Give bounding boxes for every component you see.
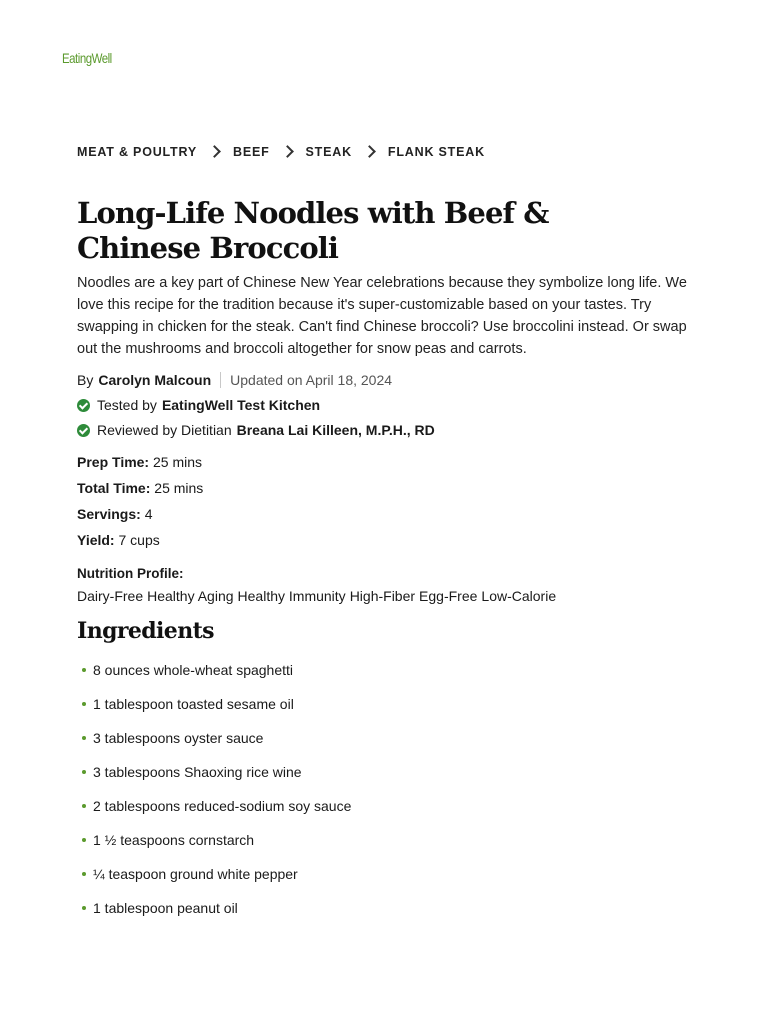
ingredient-item	[77, 830, 351, 864]
check-circle-icon	[77, 399, 90, 412]
bullet-icon	[82, 838, 86, 842]
nutrition-profile-list	[77, 588, 556, 604]
bullet-icon	[82, 668, 86, 672]
tested-by-label: Tested by	[97, 397, 157, 413]
prep-time	[77, 454, 202, 470]
page-title: Long-Life Noodles with Beef & Chinese Broccoli	[77, 196, 549, 265]
yield-value: 7 cups	[118, 532, 160, 548]
ingredient-text: 3 tablespoons oyster sauce	[93, 730, 264, 746]
ingredient-item	[77, 796, 351, 830]
bullet-icon	[82, 702, 86, 706]
ingredients-heading: Ingredients	[77, 618, 214, 644]
check-circle-icon	[77, 424, 90, 437]
nutrition-tag[interactable]: Healthy Immunity	[237, 588, 346, 604]
nutrition-tag[interactable]: Low-Calorie	[481, 588, 557, 604]
bullet-icon	[82, 770, 86, 774]
tested-by-link[interactable]: EatingWell Test Kitchen	[161, 397, 321, 413]
updated-date: Updated on April 18, 2024	[230, 372, 393, 388]
chevron-right-icon	[276, 144, 300, 160]
recipe-description: Noodles are a key part of Chinese New Year celebrations because they symbolize long life. We love this recipe for the tradition because it's super-customizable based on your tastes. Try swapping in chicken for the steak. Can't find Chinese broccoli? Use broccolini instead. Or swap out the mushrooms and broccoli altogether for snow peas and carrots.	[77, 275, 687, 357]
servings-value: 4	[144, 506, 153, 522]
bullet-icon	[82, 906, 86, 910]
ingredient-item	[77, 864, 351, 898]
nutrition-profile-label: Nutrition Profile:	[77, 566, 184, 581]
nutrition-tag[interactable]: Healthy Aging	[147, 588, 234, 604]
total-time-value: 25 mins	[154, 480, 204, 496]
nutrition-tag[interactable]: High-Fiber	[349, 588, 416, 604]
chevron-right-icon	[358, 144, 382, 160]
bullet-icon	[82, 736, 86, 740]
ingredient-text: 1 ½ teaspoons cornstarch	[93, 832, 255, 848]
nutrition-tag[interactable]: Dairy-Free	[77, 588, 144, 604]
nutrition-tag[interactable]: Egg-Free	[419, 588, 478, 604]
breadcrumb-meat-poultry[interactable]: MEAT & POULTRY	[77, 145, 197, 159]
ingredient-text: 1 tablespoon toasted sesame oil	[93, 696, 294, 712]
ingredient-item	[77, 660, 351, 694]
tested-by-row	[77, 397, 320, 413]
ingredient-item	[77, 728, 351, 762]
bullet-icon	[82, 872, 86, 876]
ingredient-text: 1 tablespoon peanut oil	[93, 900, 238, 916]
reviewed-by-label: Reviewed by Dietitian	[97, 422, 232, 438]
bullet-icon	[82, 804, 86, 808]
total-time	[77, 480, 203, 496]
byline	[77, 372, 392, 388]
servings-label: Servings:	[77, 506, 141, 522]
breadcrumb-flank-steak[interactable]: FLANK STEAK	[387, 145, 485, 159]
author-link[interactable]: Carolyn Malcoun	[98, 372, 212, 388]
ingredients-list	[77, 660, 351, 932]
breadcrumb-steak[interactable]: STEAK	[305, 145, 352, 159]
ingredient-item	[77, 762, 351, 796]
eatingwell-logo[interactable]: EatingWell	[62, 50, 112, 66]
ingredient-text: ¼ teaspoon ground white pepper	[93, 866, 298, 882]
ingredient-item	[77, 694, 351, 728]
total-time-label: Total Time:	[77, 480, 151, 496]
byline-divider	[220, 372, 221, 388]
breadcrumb	[77, 144, 485, 160]
ingredient-text: 8 ounces whole-wheat spaghetti	[93, 662, 294, 678]
breadcrumb-beef[interactable]: BEEF	[233, 145, 270, 159]
prep-time-value: 25 mins	[153, 454, 203, 470]
yield-label: Yield:	[77, 532, 115, 548]
reviewed-by-row	[77, 422, 435, 438]
ingredient-item	[77, 898, 351, 932]
yield	[77, 532, 160, 548]
prep-time-label: Prep Time:	[77, 454, 150, 470]
by-label: By	[77, 372, 94, 388]
ingredient-text: 2 tablespoons reduced-sodium soy sauce	[93, 798, 352, 814]
servings	[77, 506, 153, 522]
reviewed-by-link[interactable]: Breana Lai Killeen, M.P.H., RD	[236, 422, 435, 438]
ingredient-text: 3 tablespoons Shaoxing rice wine	[93, 764, 302, 780]
chevron-right-icon	[203, 144, 227, 160]
